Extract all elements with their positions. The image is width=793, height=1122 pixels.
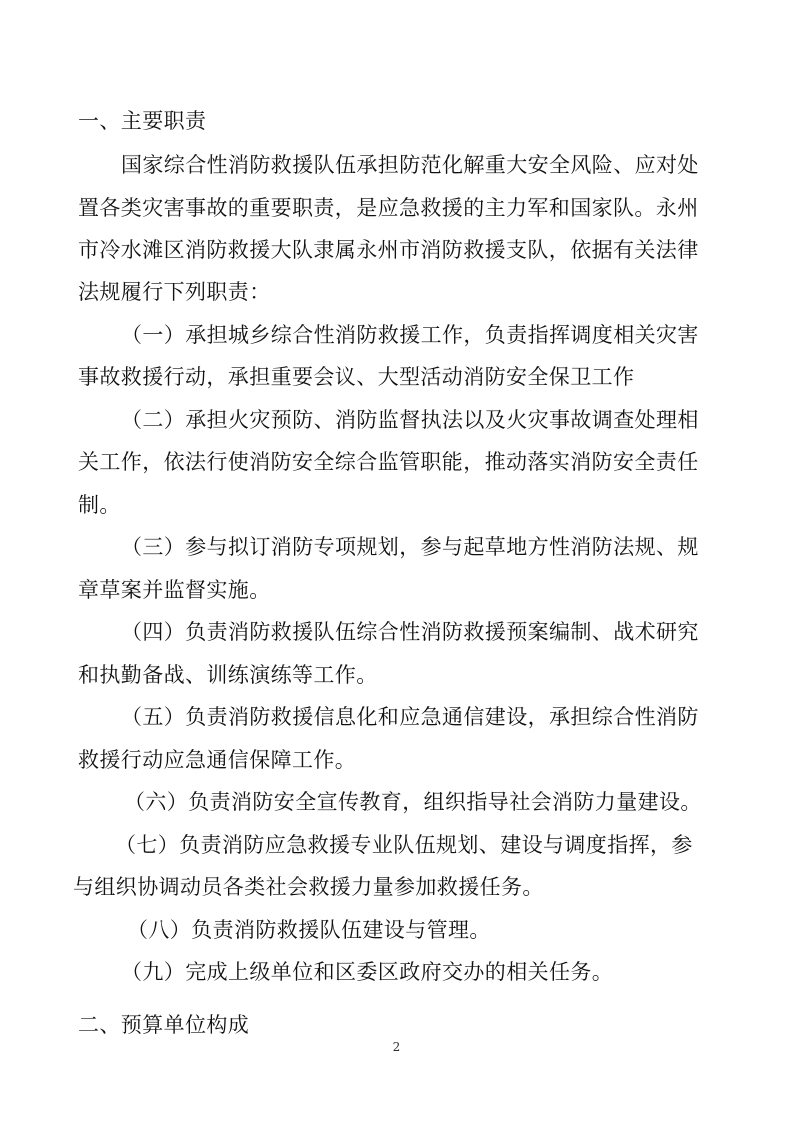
duty-line: 制。 (78, 493, 121, 517)
intro-line: 国家综合性消防救援队伍承担防范化解重大安全风险、应对处 (121, 153, 699, 177)
section-heading-main-duties: 一、主要职责 (78, 109, 207, 133)
duty-line: 关工作，依法行使消防安全综合监管职能，推动落实消防安全责任 (78, 450, 699, 474)
duty-line: （九）完成上级单位和区委区政府交办的相关任务。 (121, 960, 614, 984)
duty-line: 救援行动应急通信保障工作。 (78, 748, 357, 772)
duty-line: （二）承担火灾预防、消防监督执法以及火灾事故调查处理相 (121, 408, 699, 432)
duty-line: 与组织协调动员各类社会救援力量参加救援任务。 (73, 875, 544, 899)
duty-line: （五）负责消防救援信息化和应急通信建设，承担综合性消防 (121, 705, 699, 729)
intro-line: 法规履行下列职责： (78, 280, 271, 304)
duty-line: （四）负责消防救援队伍综合性消防救援预案编制、战术研究 (121, 620, 699, 644)
page-number: 2 (392, 1040, 401, 1054)
duty-line: 和执勤备战、训练演练等工作。 (78, 663, 378, 687)
duty-line: 章草案并监督实施。 (78, 578, 271, 602)
intro-line: 置各类灾害事故的重要职责，是应急救援的主力军和国家队。永州 (78, 196, 699, 220)
section-heading-budget-units: 二、预算单位构成 (78, 1013, 250, 1037)
duty-line: 事故救援行动，承担重要会议、大型活动消防安全保卫工作 (78, 365, 635, 389)
duty-line: （六）负责消防安全宣传教育，组织指导社会消防力量建设。 (124, 790, 702, 814)
duty-line: （一）承担城乡综合性消防救援工作，负责指挥调度相关灾害 (121, 323, 699, 347)
intro-line: 市冷水滩区消防救援大队隶属永州市消防救援支队，依据有关法律 (78, 238, 699, 262)
duty-line: （七）负责消防应急救援专业队伍规划、建设与调度指挥，参 (115, 833, 693, 857)
duty-line: （三）参与拟订消防专项规划，参与起草地方性消防法规、规 (121, 535, 699, 559)
duty-line: （八）负责消防救援队伍建设与管理。 (127, 918, 491, 942)
